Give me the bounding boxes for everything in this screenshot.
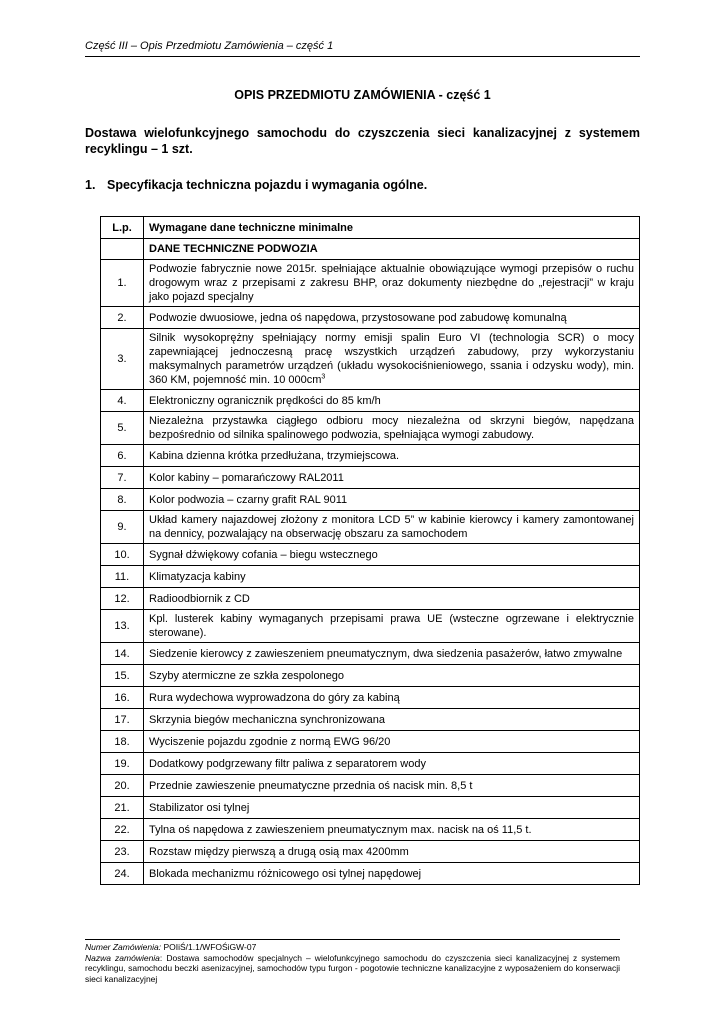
footer-order-name (85, 953, 620, 985)
row-text: Elektroniczny ogranicznik prędkości do 85 km/h (149, 394, 381, 407)
row-text: Klimatyzacja kabiny (149, 570, 246, 583)
row-number: 18. (101, 731, 144, 753)
footer-order-number (85, 942, 620, 953)
row-text: Niezależna przystawka ciągłego odbioru mocy niezależna od skrzyni biegów, napędzana bezpośrednio od silnika spalinowego podwozia, spełniająca wymogi zabudowy. (149, 415, 634, 441)
row-description (144, 797, 640, 819)
table-row (101, 467, 640, 489)
row-description (144, 687, 640, 709)
col-header-description: Wymagane dane techniczne minimalne (144, 217, 640, 239)
page-footer (85, 939, 620, 984)
row-text: Kolor kabiny – pomarańczowy RAL2011 (149, 471, 344, 484)
row-number: 22. (101, 819, 144, 841)
row-text: Dodatkowy podgrzewany filtr paliwa z separatorem wody (149, 757, 426, 770)
row-description (144, 566, 640, 588)
row-number: 7. (101, 467, 144, 489)
table-row (101, 819, 640, 841)
table-row (101, 841, 640, 863)
table-row (101, 665, 640, 687)
row-number: 5. (101, 412, 144, 445)
subheader-label: DANE TECHNICZNE PODWOZIA (144, 239, 640, 260)
table-row (101, 489, 640, 511)
row-number: 2. (101, 307, 144, 329)
row-number: 20. (101, 775, 144, 797)
row-description (144, 643, 640, 665)
table-row (101, 412, 640, 445)
row-number: 1. (101, 260, 144, 307)
row-description (144, 307, 640, 329)
row-number: 8. (101, 489, 144, 511)
table-row (101, 260, 640, 307)
row-number: 17. (101, 709, 144, 731)
table-row (101, 445, 640, 467)
row-text: Rozstaw między pierwszą a drugą osią max 4200mm (149, 845, 409, 858)
row-text: Kolor podwozia – czarny grafit RAL 9011 (149, 493, 348, 506)
row-number: 14. (101, 643, 144, 665)
row-description (144, 544, 640, 566)
table-row (101, 329, 640, 390)
row-description (144, 819, 640, 841)
section-title: Specyfikacja techniczna pojazdu i wymagania ogólne. (107, 178, 428, 192)
row-description (144, 775, 640, 797)
row-description (144, 665, 640, 687)
row-text: Podwozie dwuosiowe, jedna oś napędowa, przystosowane pod zabudowę komunalną (149, 311, 567, 324)
row-number: 23. (101, 841, 144, 863)
row-number: 10. (101, 544, 144, 566)
row-text: Kabina dzienna krótka przedłużana, trzymiejscowa. (149, 449, 400, 462)
row-number: 3. (101, 329, 144, 390)
row-text: Stabilizator osi tylnej (149, 801, 250, 814)
table-row (101, 588, 640, 610)
row-description (144, 489, 640, 511)
table-row (101, 863, 640, 885)
row-text: Silnik wysokoprężny spełniający normy emisji spalin Euro VI (technologia SCR) o mocy zapewniającej jednoczesną pracę wszystkich urządzeń zabudowy, przy wykorzystaniu maksymalnych parametrów urządzeń (układu wysokociśnieniowego, ssania i odzysku wody), min. 360 KM, pojemność min. 10 000cm (149, 332, 634, 386)
row-number: 16. (101, 687, 144, 709)
row-text: Skrzynia biegów mechaniczna synchronizowana (149, 713, 386, 726)
row-description (144, 753, 640, 775)
row-description (144, 863, 640, 885)
row-description (144, 260, 640, 307)
table-row (101, 731, 640, 753)
row-number: 19. (101, 753, 144, 775)
row-description (144, 390, 640, 412)
table-row (101, 643, 640, 665)
footer-name-label: Nazwa zamówienia (85, 952, 160, 963)
subject-line: Dostawa wielofunkcyjnego samochodu do czyszczenia sieci kanalizacyjnej z systemem recyklingu – 1 szt. (85, 126, 640, 156)
footer-order-value: POIiŚ/1.1/WFOŚiGW-07 (163, 942, 257, 952)
row-number: 13. (101, 610, 144, 643)
table-row (101, 709, 640, 731)
row-text: Radioodbiornik z CD (149, 592, 250, 605)
table-row (101, 307, 640, 329)
table-row (101, 797, 640, 819)
row-number: 24. (101, 863, 144, 885)
row-description (144, 445, 640, 467)
row-text: Tylna oś napędowa z zawieszeniem pneumatycznym max. nacisk na oś 11,5 t. (149, 823, 532, 836)
row-description (144, 709, 640, 731)
footer-name-value: : Dostawa samochodów specjalnych – wielofunkcyjnego samochodu do czyszczenia sieci kanalizacyjnej z systemem recyklingu, samochodu beczki asenizacyjnej, samochodów typu furgon - pogotowie techniczne kanalizacyjne z wyposażeniem do konserwacji sieci kanalizacyjnej (85, 952, 620, 984)
table-row (101, 610, 640, 643)
page-title: OPIS PRZEDMIOTU ZAMÓWIENIA - część 1 (234, 88, 491, 102)
table-row (101, 775, 640, 797)
table-row (101, 566, 640, 588)
row-text: Siedzenie kierowcy z zawieszeniem pneumatycznym, dwa siedzenia pasażerów, łatwo zmywalne (149, 647, 623, 660)
spec-table (100, 216, 640, 885)
table-row (101, 753, 640, 775)
row-description (144, 841, 640, 863)
row-description (144, 329, 640, 390)
running-header: Część III – Opis Przedmiotu Zamówienia – część 1 (85, 40, 640, 57)
row-description (144, 731, 640, 753)
row-number: 9. (101, 511, 144, 544)
col-header-lp: L.p. (101, 217, 144, 239)
row-number: 4. (101, 390, 144, 412)
table-row (101, 544, 640, 566)
row-text: Sygnał dźwiękowy cofania – biegu wstecznego (149, 548, 378, 561)
row-superscript: 3 (321, 373, 326, 381)
row-text: Podwozie fabrycznie nowe 2015r. spełniające aktualnie obowiązujące wymogi przepisów o ruchu drogowym wraz z przepisami z zakresu BHP, oraz dokumenty niezbędne do „rejestracji” w kraju jako pojazd specjalny (149, 263, 634, 303)
table-row (101, 511, 640, 544)
row-text: Rura wydechowa wyprowadzona do góry za kabiną (149, 691, 400, 704)
row-text: Wyciszenie pojazdu zgodnie z normą EWG 96/20 (149, 735, 391, 748)
footer-order-label: Numer Zamówienia: (85, 942, 162, 952)
row-number: 15. (101, 665, 144, 687)
table-row (101, 687, 640, 709)
row-number: 6. (101, 445, 144, 467)
subheader-row (101, 239, 640, 260)
table-row (101, 390, 640, 412)
row-text: Przednie zawieszenie pneumatyczne przednia oś nacisk min. 8,5 t (149, 779, 473, 792)
row-number: 21. (101, 797, 144, 819)
row-description (144, 610, 640, 643)
row-description (144, 467, 640, 489)
row-description (144, 588, 640, 610)
row-text: Szyby atermiczne ze szkła zespolonego (149, 669, 345, 682)
section-number: 1. (85, 178, 96, 192)
row-text: Blokada mechanizmu różnicowego osi tylnej napędowej (149, 867, 422, 880)
section-heading (85, 178, 640, 192)
row-description (144, 511, 640, 544)
row-number: 11. (101, 566, 144, 588)
row-description (144, 412, 640, 445)
row-text: Kpl. lusterek kabiny wymaganych przepisami prawa UE (wsteczne ogrzewane i elektrycznie sterowane). (149, 613, 634, 639)
row-text: Układ kamery najazdowej złożony z monitora LCD 5” w kabinie kierowcy i kamery zamontowanej na dennicy, pozwalający na obserwację obszaru za samochodem (149, 514, 634, 540)
row-number: 12. (101, 588, 144, 610)
